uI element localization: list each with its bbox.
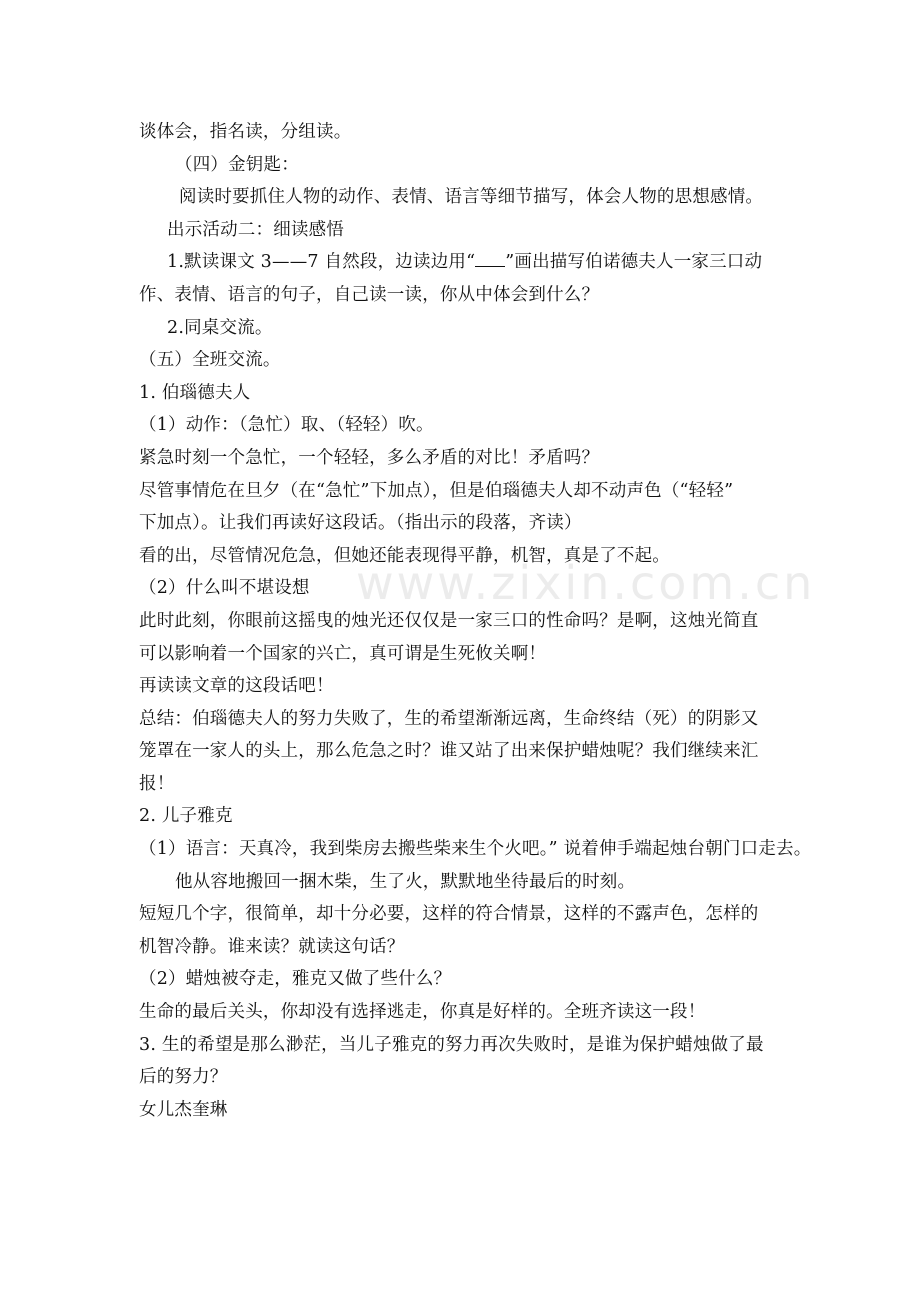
paragraph-line: 女儿杰奎琳 [139, 1099, 228, 1120]
paragraph-line: 下加点）。让我们再读好这段话。（指出示的段落，齐读） [139, 513, 582, 534]
paragraph-line: 尽管事情危在旦夕（在“急忙”下加点），但是伯瑙德夫人却不动声色（“轻轻” [139, 480, 734, 501]
section-heading: （四）金钥匙： [175, 154, 299, 175]
step-text-before: 1.默读课文 3——7 自然段，边读边用“ [167, 252, 476, 273]
paragraph-line: 报！ [139, 773, 175, 794]
step-text-after: ”画出描写伯诺德夫人一家三口动 [505, 252, 763, 273]
paragraph-line: 紧急时刻一个急忙，一个轻轻，多么矛盾的对比！矛盾吗？ [139, 447, 600, 468]
paragraph-line: 后的努力？ [139, 1067, 228, 1088]
paragraph-line: 生命的最后关头，你却没有选择逃走，你真是好样的。全班齐读这一段！ [139, 1002, 706, 1023]
document-page [139, 116, 812, 1126]
paragraph-line: 阅读时要抓住人物的动作、表情、语言等细节描写，体会人物的思想感情。 [179, 187, 764, 208]
watermark-text: www.zixin.com.cn [356, 556, 816, 610]
paragraph-line: 谈体会，指名读，分组读。 [139, 122, 352, 142]
paragraph-line: 笼罩在一家人的头上，那么危急之时？谁又站了出来保护蜡烛呢？我们继续来汇 [139, 741, 759, 762]
paragraph-line: （2）蜡烛被夺走，雅克又做了些什么？ [139, 969, 452, 990]
paragraph-line: （1）语言：天真冷，我到柴房去搬些柴来生个火吧。” 说着伸手端起烛台朝门口走去。 [139, 839, 812, 860]
paragraph-line: 看的出，尽管情况危急，但她还能表现得平静，机智，真是了不起。 [139, 545, 670, 566]
paragraph-line: 机智冷静。谁来读？就读这句话？ [139, 936, 405, 957]
subsection-heading: 1. 伯瑙德夫人 [139, 382, 251, 403]
paragraph-line: （1）动作：（急忙）取、（轻轻）吹。 [139, 415, 434, 436]
paragraph-line: 他从容地搬回一捆木柴，生了火，默默地坐待最后的时刻。 [175, 871, 636, 892]
section-heading: （五）全班交流。 [139, 350, 281, 371]
paragraph-line [139, 246, 789, 279]
underline-blank [475, 252, 505, 267]
paragraph-line: 2.同桌交流。 [167, 317, 273, 338]
paragraph-line: 短短几个字，很简单，却十分必要，这样的符合情景，这样的不露声色，怎样的 [139, 904, 759, 925]
paragraph-line: 总结：伯瑙德夫人的努力失败了，生的希望渐渐远离，生命终结（死）的阴影又 [139, 708, 759, 729]
activity-heading: 出示活动二：细读感悟 [167, 219, 344, 240]
paragraph-line: 此时此刻，你眼前这摇曳的烛光还仅仅是一家三口的性命吗？是啊，这烛光简直 [139, 610, 759, 631]
paragraph-line: 3. 生的希望是那么渺茫，当儿子雅克的努力再次失败时，是谁为保护蜡烛做了最 [139, 1034, 764, 1055]
paragraph-line: 作、表情、语言的句子，自己读一读，你从中体会到什么？ [139, 284, 600, 305]
subsection-heading: 2. 儿子雅克 [139, 806, 233, 827]
paragraph-line: 再读读文章的这段话吧！ [139, 676, 334, 697]
paragraph-line: 可以影响着一个国家的兴亡，真可谓是生死攸关啊！ [139, 643, 547, 664]
paragraph-line: （2）什么叫不堪设想 [139, 578, 310, 599]
